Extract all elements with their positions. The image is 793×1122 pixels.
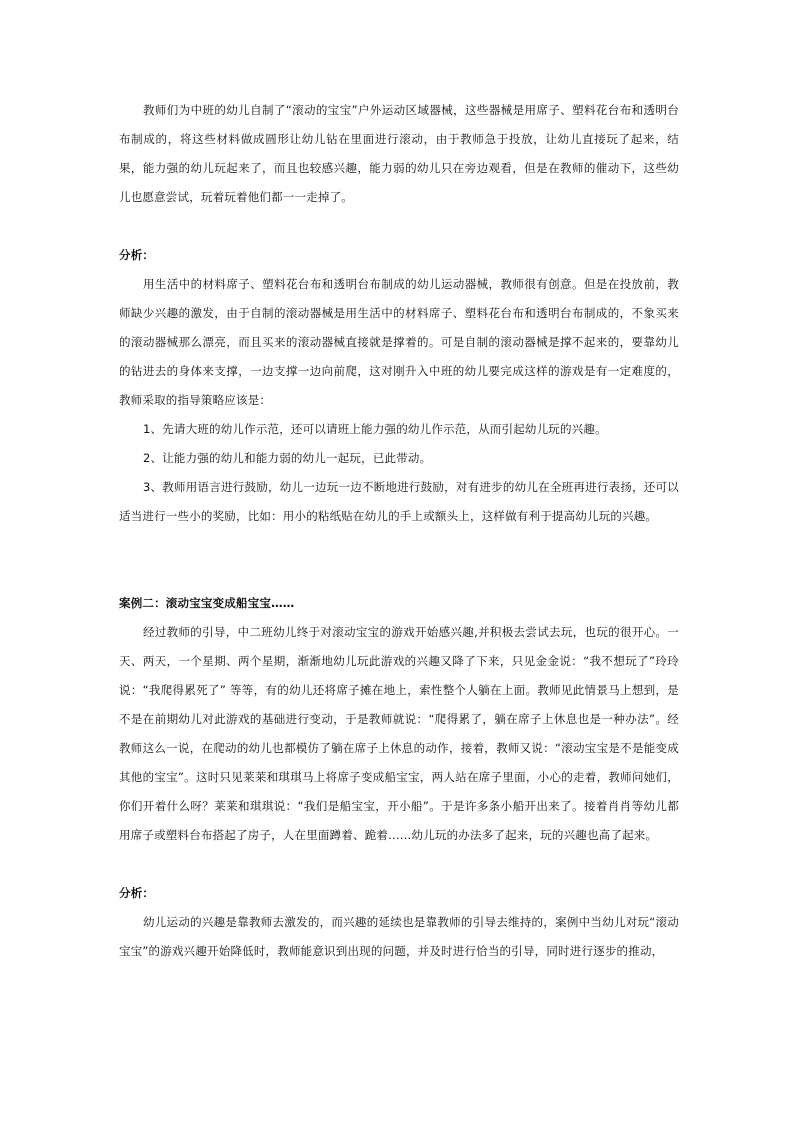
document-page: [119, 96, 679, 966]
strategy-item-2: 2、让能力强的幼儿和能力弱的幼儿一起玩，已此带动。: [143, 451, 432, 465]
spacer: [119, 850, 679, 879]
analysis-one-paragraph: 用生活中的材料席子、塑料花台布和透明台布制成的幼儿运动器械，教师很有创意。但是在投放前，教师缺少兴趣的激发，由于自制的滚动器械是用生活中的材料席子、塑料花台布和透明台布制成的，不象买来的滚动器械那么漂亮，而且买来的滚动器械直接就是撑着的。可是自制的滚动器械是撑不起来的，要靠幼儿的钻进去的身体来支撑，一边支撑一边向前爬，这对刚升入中班的幼儿要完成这样的游戏是有一定难度的，教师采取的指导策略应该是：: [119, 277, 679, 407]
case-two-heading: 案例二：滚动宝宝变成船宝宝……: [119, 596, 295, 610]
spacer: [119, 531, 679, 589]
spacer: [119, 212, 679, 241]
analysis-two-paragraph: 幼儿运动的兴趣是靠教师去激发的，而兴趣的延续也是靠教师的引导去维持的，案例中当幼儿对玩“滚动宝宝”的游戏兴趣开始降低时，教师能意识到出现的问题，并及时进行恰当的引导，同时进行逐步的推动，: [119, 915, 679, 958]
strategy-item-3: 3、教师用语言进行鼓励，幼儿一边玩一边不断地进行鼓励，对有进步的幼儿在全班再进行表扬，还可以适当进行一些小的奖励，比如：用小的粘纸贴在幼儿的手上或额头上，这样做有利于提高幼儿玩的兴趣。: [119, 480, 679, 523]
analysis-heading-one: 分析：: [119, 248, 155, 262]
case-one-paragraph: 教师们为中班的幼儿自制了“滚动的宝宝”户外运动区域器械，这些器械是用席子、塑料花台布和透明台布制成的，将这些材料做成圆形让幼儿钻在里面进行滚动，由于教师急于投放，让幼儿直接玩了起来，结果，能力强的幼儿玩起来了，而且也较感兴趣，能力弱的幼儿只在旁边观看，但是在教师的催动下，这些幼儿也愿意尝试，玩着玩着他们都一一走掉了。: [119, 103, 679, 204]
strategy-item-1: 1、先请大班的幼儿作示范，还可以请班上能力强的幼儿作示范，从而引起幼儿玩的兴趣。: [143, 422, 607, 436]
analysis-heading-two: 分析：: [119, 886, 155, 900]
case-two-paragraph: 经过教师的引导，中二班幼儿终于对滚动宝宝的游戏开始感兴趣,并积极去尝试去玩，也玩的很开心。一天、两天，一个星期、两个星期，渐渐地幼儿玩此游戏的兴趣又降了下来，只见金金说：“我不想玩了”玲玲说：“我爬得累死了” 等等，有的幼儿还将席子摊在地上，索性整个人躺在上面。教师见此情景马上想到，是不是在前期幼儿对此游戏的基础进行变动，于是教师就说：“爬得累了，躺在席子上休息也是一种办法”。经教师这么一说，在爬动的幼儿也都模仿了躺在席子上休息的动作，接着，教师又说：“滚动宝宝是不是能变成其他的宝宝”。这时只见莱莱和琪琪马上将席子变成船宝宝，两人站在席子里面，小心的走着，教师问她们，你们开着什么呀？莱莱和琪琪说：“我们是船宝宝，开小船”。于是许多条小船开出来了。接着肖肖等幼儿都用席子或塑料台布搭起了房子，人在里面蹲着、跪着……幼儿玩的办法多了起来，玩的兴趣也高了起来。: [119, 625, 679, 842]
